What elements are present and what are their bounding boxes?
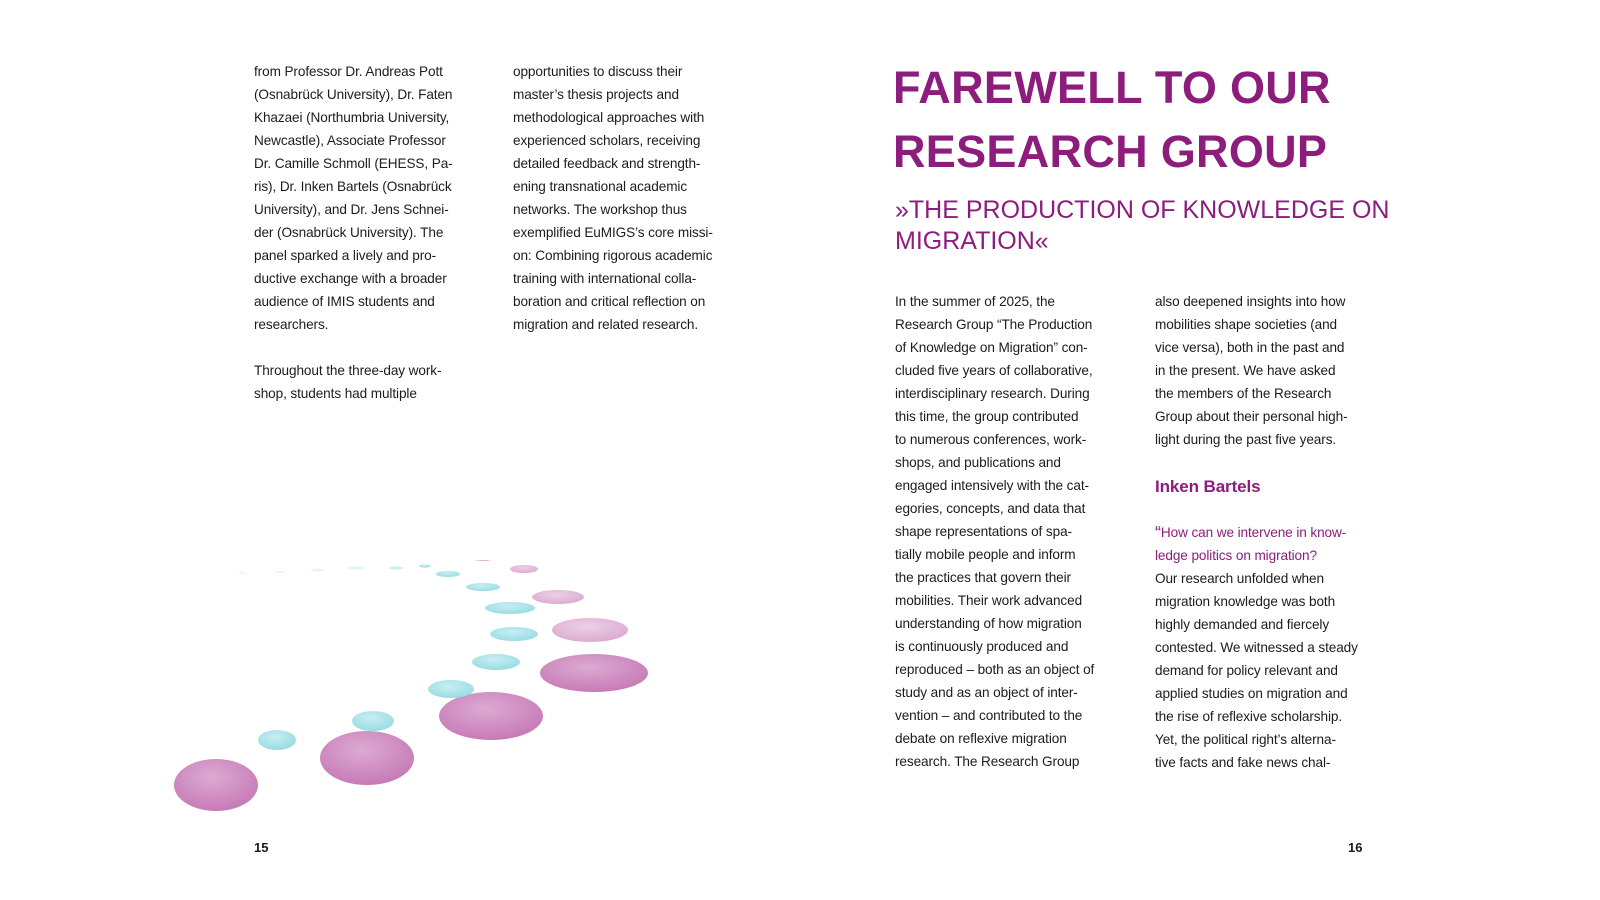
text-line: audience of IMIS students and [254,294,435,309]
text-line: methodological approaches with [513,110,705,125]
text-line: in the present. We have asked [1155,363,1336,378]
text-line: shops, and publications and [895,455,1061,470]
cyan-dot [258,730,296,750]
quote-question-text: How can we intervene in know- [1160,525,1347,540]
text-line: In the summer of 2025, the [895,294,1055,309]
text-line: migration knowledge was both [1155,594,1336,609]
paragraph-gap [254,336,474,359]
subheadline-line: MIGRATION« [895,227,1049,255]
text-line: of Knowledge on Migration” con- [895,340,1088,355]
text-line: migration and related research. [513,317,699,332]
faint-dot [312,569,324,572]
quote-question-line [1155,521,1385,544]
article-headline [893,56,1331,184]
text-line: also deepened insights into how [1155,294,1346,309]
cyan-dot [428,680,474,698]
text-line: boration and critical reflection on [513,294,706,309]
text-line: vice versa), both in the past and [1155,340,1345,355]
text-line: light during the past five years. [1155,432,1337,447]
cyan-dot [436,571,460,577]
quote-mark: “ [1155,523,1161,543]
headline-line: FAREWELL TO OUR [893,62,1331,113]
text-line: networks. The workshop thus [513,202,687,217]
paragraph-gap [1155,451,1385,474]
person-name-heading: Inken Bartels [1155,477,1261,496]
cyan-dot [490,627,538,641]
pink-dot [552,618,628,642]
faint-dot [349,567,363,570]
text-line: is continuously produced and [895,639,1069,654]
text-line: Dr. Camille Schmoll (EHESS, Pa- [254,156,453,171]
cyan-dot [466,583,500,591]
cyan-dot [485,602,535,614]
text-line: to numerous conferences, work- [895,432,1087,447]
text-line: mobilities shape societies (and [1155,317,1338,332]
text-line: Our research unfolded when [1155,571,1324,586]
faint-dot [389,567,403,570]
page-number-right: 16 [1348,840,1363,855]
text-line: ris), Dr. Inken Bartels (Osnabrück [254,179,452,194]
pink-dot [510,565,538,573]
text-line: this time, the group contributed [895,409,1079,424]
headline-line: RESEARCH GROUP [893,126,1328,177]
right-page-column-1 [895,290,1125,773]
text-line: shape representations of spa- [895,524,1072,539]
text-line: master’s thesis projects and [513,87,679,102]
text-line: Research Group “The Production [895,317,1093,332]
left-page-column-1 [254,60,474,405]
text-line: the rise of reflexive scholarship. [1155,709,1342,724]
text-line: training with international colla- [513,271,697,286]
text-line: egories, concepts, and data that [895,501,1086,516]
text-line: applied studies on migration and [1155,686,1348,701]
text-line: University), and Dr. Jens Schnei- [254,202,449,217]
faint-dot [275,571,285,573]
pink-dot [174,759,258,811]
text-line: interdisciplinary research. During [895,386,1090,401]
text-line: detailed feedback and strength- [513,156,701,171]
cyan-dot [419,564,431,567]
text-line: the practices that govern their [895,570,1071,585]
text-line: reproduced – both as an object of [895,662,1095,677]
text-line: highly demanded and fiercely [1155,617,1330,632]
text-line: shop, students had multiple [254,386,417,401]
text-line: tive facts and fake news chal- [1155,755,1331,770]
pink-dot [540,654,648,692]
text-line: understanding of how migration [895,616,1082,631]
text-line: Khazaei (Northumbria University, [254,110,450,125]
article-subheadline [895,195,1389,257]
pink-dot [439,692,543,740]
text-line: mobilities. Their work advanced [895,593,1083,608]
text-line: ening transnational academic [513,179,688,194]
text-line: from Professor Dr. Andreas Pott [254,64,443,79]
text-line: panel sparked a lively and pro- [254,248,437,263]
decorative-dots-graphic [160,560,660,840]
pink-dot [532,590,584,604]
text-line: ductive exchange with a broader [254,271,447,286]
faint-dot [238,572,246,574]
text-line: demand for policy relevant and [1155,663,1338,678]
text-line: cluded five years of collaborative, [895,363,1093,378]
text-line: vention – and contributed to the [895,708,1083,723]
subheadline-line: »THE PRODUCTION OF KNOWLEDGE ON [895,196,1390,224]
text-line: researchers. [254,317,329,332]
text-line: Group about their personal high- [1155,409,1348,424]
text-line: experienced scholars, receiving [513,133,701,148]
pink-dot [320,731,414,785]
text-line: the members of the Research [1155,386,1332,401]
cyan-dot [352,711,394,731]
text-line: study and as an object of inter- [895,685,1078,700]
text-line: der (Osnabrück University). The [254,225,444,240]
cyan-dot [472,654,520,670]
pink-dot [473,560,493,561]
text-line: exemplified EuMIGS’s core missi- [513,225,713,240]
text-line: opportunities to discuss their [513,64,683,79]
text-line: debate on reflexive migration [895,731,1067,746]
page-number-left: 15 [254,840,269,855]
text-line: Newcastle), Associate Professor [254,133,446,148]
text-line: tially mobile people and inform [895,547,1076,562]
right-page-column-2 [1155,290,1385,774]
text-line: research. The Research Group [895,754,1080,769]
text-line: on: Combining rigorous academic [513,248,713,263]
text-line: (Osnabrück University), Dr. Faten [254,87,453,102]
text-line: Yet, the political right’s alterna- [1155,732,1336,747]
text-line: contested. We witnessed a steady [1155,640,1358,655]
quote-question-line: ledge politics on migration? [1155,548,1317,563]
paragraph-gap [1155,498,1385,521]
left-page-column-2 [513,60,743,336]
text-line: engaged intensively with the cat- [895,478,1089,493]
text-line: Throughout the three-day work- [254,363,442,378]
